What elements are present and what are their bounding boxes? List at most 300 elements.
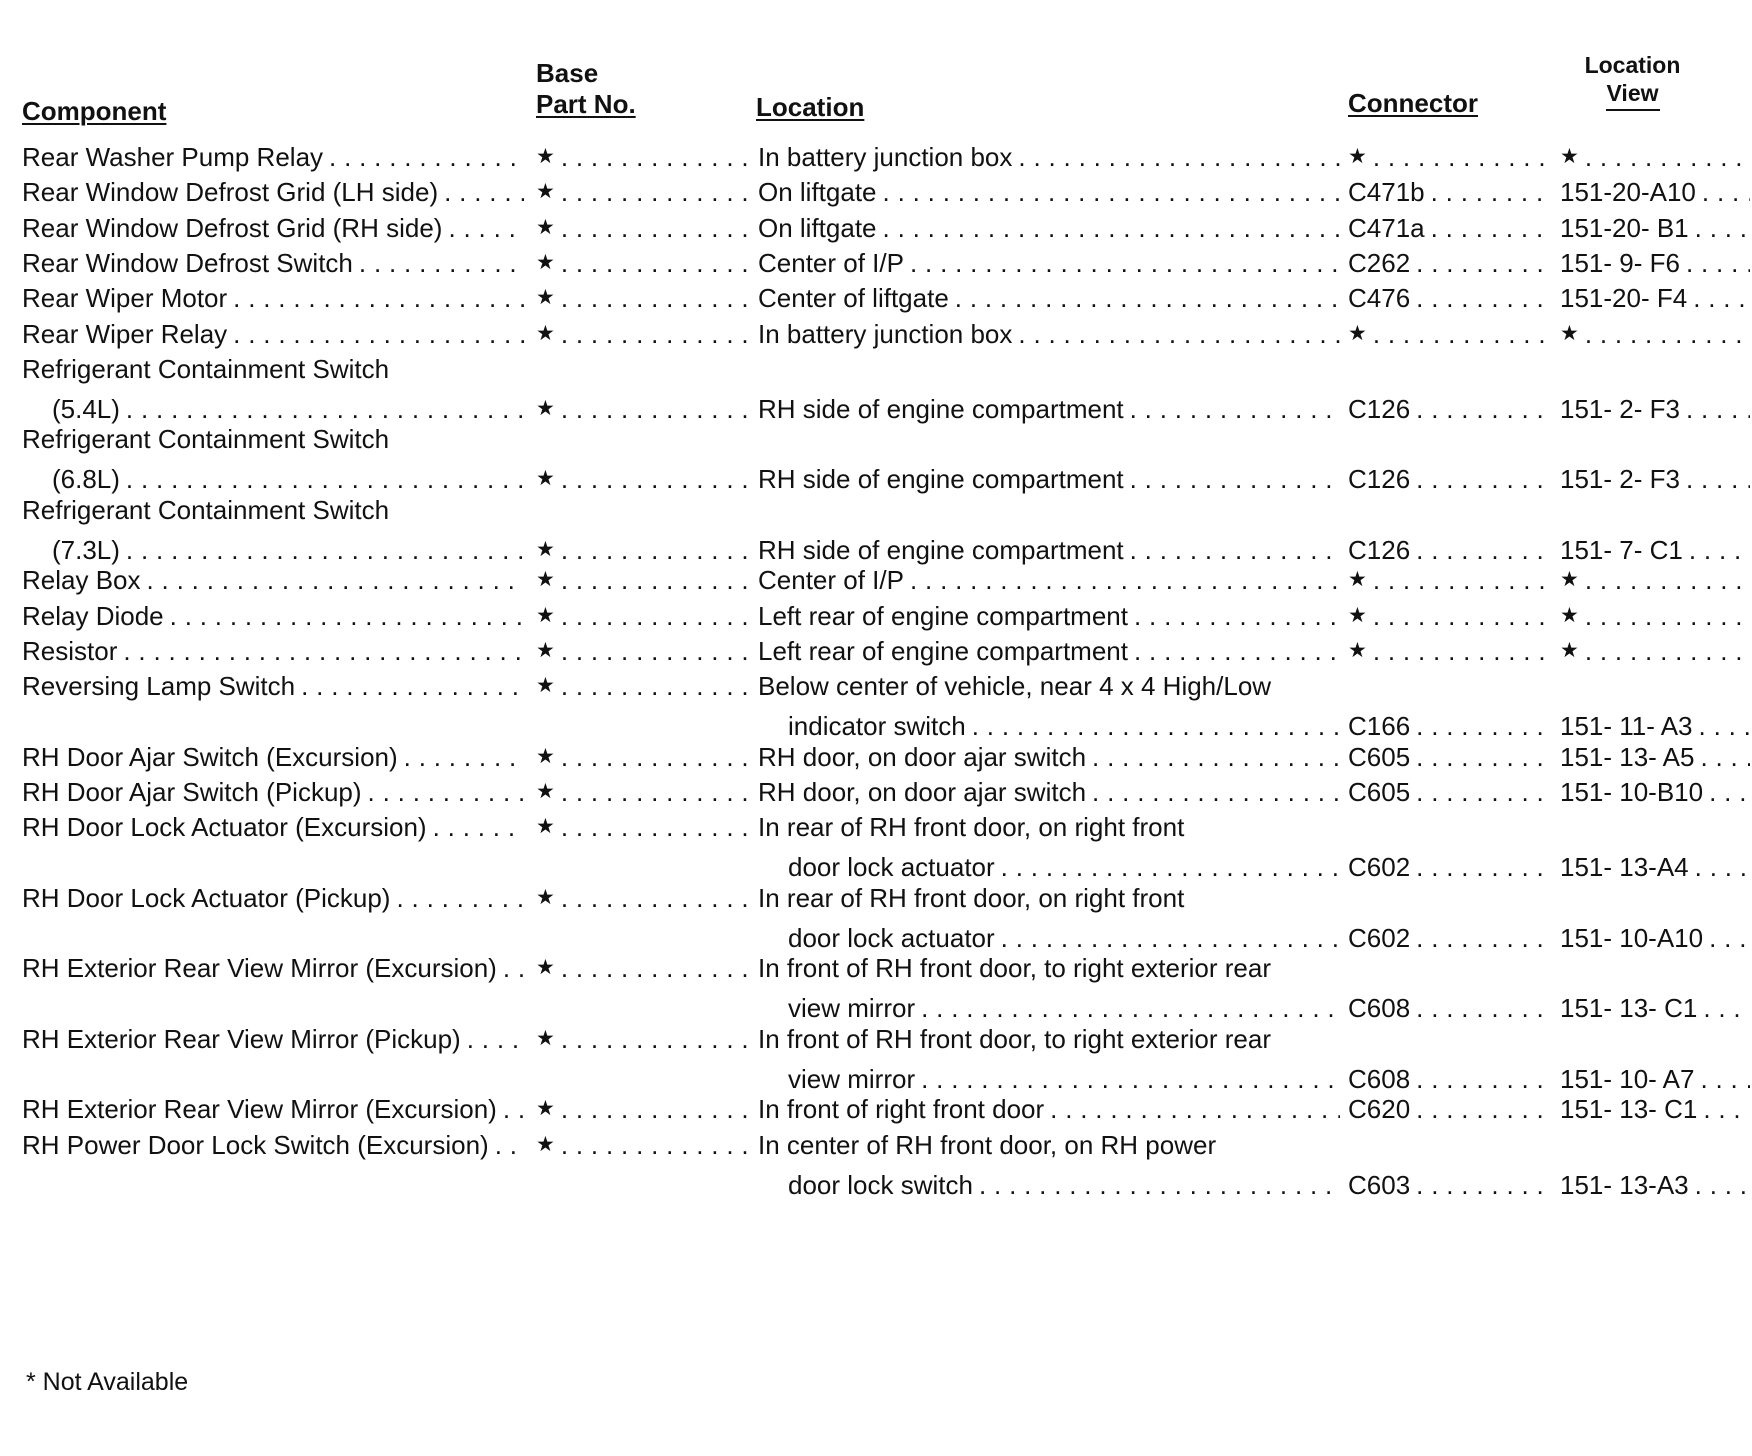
location-cont-text: door lock switch bbox=[788, 1169, 973, 1200]
dot-leader bbox=[1044, 1091, 1340, 1127]
location-view-text: 151- 2- F3 bbox=[1560, 393, 1680, 424]
base-part-no-text: ★ bbox=[536, 638, 555, 662]
dot-leader bbox=[877, 174, 1340, 210]
base-part-no bbox=[536, 461, 750, 497]
dot-leader bbox=[1367, 139, 1552, 175]
component-name-text: RH Door Ajar Switch (Pickup) bbox=[22, 777, 362, 807]
dot-leader bbox=[555, 174, 750, 210]
dot-leader bbox=[1124, 461, 1340, 497]
dot-leader bbox=[555, 739, 750, 775]
connector-text: C603 bbox=[1348, 1169, 1411, 1200]
dot-leader bbox=[1012, 316, 1340, 352]
base-part-no bbox=[536, 139, 750, 175]
component-name bbox=[22, 633, 524, 669]
component-name-text: RH Door Ajar Switch (Excursion) bbox=[22, 741, 398, 772]
location-text: RH side of engine compartment bbox=[758, 534, 1124, 565]
location-text: In center of RH front door, on RH power bbox=[758, 1129, 1217, 1160]
location-view-text: 151- 9- F6 bbox=[1560, 247, 1680, 278]
dot-leader bbox=[1410, 849, 1552, 885]
location bbox=[758, 391, 1340, 427]
connector bbox=[1348, 990, 1552, 1026]
dot-leader bbox=[1410, 774, 1552, 810]
location-view bbox=[1560, 1167, 1750, 1203]
base-part-no-text: ★ bbox=[536, 780, 555, 803]
location-view-text: 151- 13- C1 bbox=[1560, 993, 1698, 1024]
location bbox=[758, 316, 1340, 352]
dot-leader bbox=[555, 668, 750, 704]
base-part-no bbox=[536, 245, 750, 281]
dot-leader bbox=[1579, 139, 1750, 175]
footnote: * Not Available bbox=[26, 1368, 189, 1396]
location-view-text: 151- 13- A5 bbox=[1560, 741, 1695, 772]
location-text: In battery junction box bbox=[758, 318, 1013, 349]
base-part-no bbox=[536, 316, 750, 352]
base-part-no-text: ★ bbox=[536, 885, 555, 909]
location-text: RH door, on door ajar switch bbox=[758, 741, 1087, 772]
dot-leader bbox=[1410, 280, 1552, 316]
dot-leader bbox=[1367, 316, 1552, 352]
connector bbox=[1348, 139, 1552, 175]
component-name-text: RH Exterior Rear View Mirror (Excursion) bbox=[22, 953, 497, 984]
dot-leader bbox=[877, 210, 1340, 246]
connector-text: ★ bbox=[1348, 568, 1367, 592]
base-part-no-text: ★ bbox=[536, 286, 555, 310]
connector bbox=[1348, 1091, 1552, 1127]
location-text: In rear of RH front door, on right front bbox=[758, 882, 1185, 913]
header-location-view-line2: View bbox=[1606, 79, 1659, 106]
component-name bbox=[22, 774, 524, 810]
location-view bbox=[1560, 920, 1750, 956]
dot-leader bbox=[489, 1127, 524, 1163]
base-part-no-text: ★ bbox=[536, 674, 555, 698]
base-part-no bbox=[536, 1021, 750, 1057]
location-view-text: 151- 13-A3 bbox=[1560, 1169, 1689, 1200]
base-part-no-text: ★ bbox=[536, 396, 555, 420]
component-name-text: Rear Window Defrost Grid (LH side) bbox=[22, 177, 439, 208]
dot-leader bbox=[555, 280, 750, 316]
component-name-text: RH Door Lock Actuator (Excursion) bbox=[22, 812, 427, 843]
component-name bbox=[22, 598, 524, 634]
dot-leader bbox=[555, 809, 750, 845]
dot-leader bbox=[1579, 562, 1750, 598]
dot-leader bbox=[1689, 210, 1750, 246]
dot-leader bbox=[1579, 316, 1750, 352]
location bbox=[758, 562, 1340, 598]
location bbox=[758, 245, 1340, 281]
component-name-text: RH Exterior Rear View Mirror (Pickup) bbox=[22, 1023, 461, 1054]
location bbox=[758, 1091, 1340, 1127]
component-name bbox=[22, 210, 524, 246]
location-cont bbox=[788, 1167, 1340, 1203]
base-part-no bbox=[536, 210, 750, 246]
dot-leader bbox=[1687, 280, 1750, 316]
component-name-cont-text: (7.3L) bbox=[52, 534, 120, 565]
dot-leader bbox=[1579, 633, 1750, 669]
dot-leader bbox=[555, 391, 750, 427]
base-part-no bbox=[536, 668, 750, 704]
component-name-text: Rear Window Defrost Switch bbox=[22, 247, 353, 278]
base-part-no bbox=[536, 809, 750, 845]
header-base-part-line1: Base bbox=[536, 58, 599, 88]
base-part-no bbox=[536, 174, 750, 210]
connector-text: C608 bbox=[1348, 993, 1411, 1024]
location bbox=[758, 174, 1340, 210]
header-location-view-line1: Location bbox=[1584, 52, 1681, 78]
dot-leader bbox=[555, 950, 750, 986]
location-view-text: 151- 2- F3 bbox=[1560, 464, 1680, 495]
component-name-text: RH Exterior Rear View Mirror (Excursion) bbox=[22, 1094, 497, 1125]
header-connector: Connector bbox=[1348, 88, 1478, 118]
dot-leader bbox=[227, 280, 524, 316]
base-part-no bbox=[536, 1091, 750, 1127]
location-view bbox=[1560, 739, 1750, 775]
base-part-no-text: ★ bbox=[536, 250, 555, 274]
dot-leader bbox=[1410, 920, 1552, 956]
location bbox=[758, 280, 1340, 316]
dot-leader bbox=[555, 1021, 750, 1057]
connector-text: C126 bbox=[1348, 464, 1411, 495]
connector-text: C166 bbox=[1348, 711, 1411, 742]
component-name bbox=[22, 1091, 524, 1127]
dot-leader bbox=[1579, 598, 1750, 634]
dot-leader bbox=[555, 316, 750, 352]
component-name-text: RH Power Door Lock Switch (Excursion) bbox=[22, 1129, 489, 1160]
component-name-text: Reversing Lamp Switch bbox=[22, 671, 296, 702]
base-part-no bbox=[536, 562, 750, 598]
base-part-no-text: ★ bbox=[536, 1132, 555, 1156]
base-part-no bbox=[536, 1127, 750, 1163]
location-view bbox=[1560, 391, 1750, 427]
dot-leader bbox=[1696, 174, 1750, 210]
component-name-text: Refrigerant Containment Switch bbox=[22, 424, 390, 455]
dot-leader bbox=[555, 1091, 750, 1127]
component-name bbox=[22, 562, 524, 598]
header-location-view-rule bbox=[1606, 109, 1660, 111]
component-name bbox=[22, 316, 524, 352]
location-cont-text: door lock actuator bbox=[788, 922, 995, 953]
dot-leader bbox=[1367, 633, 1552, 669]
dot-leader bbox=[295, 668, 524, 704]
dot-leader bbox=[1680, 245, 1750, 281]
header-component: Component bbox=[22, 96, 167, 126]
dot-leader bbox=[323, 139, 524, 175]
location-view bbox=[1560, 245, 1750, 281]
base-part-no bbox=[536, 598, 750, 634]
base-part-no-text: ★ bbox=[536, 215, 555, 239]
dot-leader bbox=[1086, 774, 1340, 810]
location bbox=[758, 461, 1340, 497]
dot-leader bbox=[1410, 245, 1552, 281]
location bbox=[758, 880, 1340, 916]
location-view-text: 151- 7- C1 bbox=[1560, 534, 1683, 565]
location-view-text: 151-20-A10 bbox=[1560, 177, 1696, 208]
connector-text: C262 bbox=[1348, 247, 1411, 278]
dot-leader bbox=[141, 562, 525, 598]
component-name-cont-text: (6.8L) bbox=[52, 464, 120, 495]
component-name-text: Refrigerant Containment Switch bbox=[22, 353, 390, 384]
location-text: Center of liftgate bbox=[758, 283, 949, 314]
dot-leader bbox=[1425, 174, 1552, 210]
base-part-no-text: ★ bbox=[536, 467, 555, 491]
location-view bbox=[1560, 1091, 1750, 1127]
connector-text: C471a bbox=[1348, 212, 1425, 243]
component-name-text: Relay Diode bbox=[22, 600, 164, 631]
location-text: In front of RH front door, to right exterior rear bbox=[758, 1023, 1272, 1054]
base-part-no bbox=[536, 633, 750, 669]
connector-text: C602 bbox=[1348, 922, 1411, 953]
component-name bbox=[22, 139, 524, 175]
dot-leader bbox=[1086, 739, 1340, 775]
component-name bbox=[22, 492, 524, 528]
dot-leader bbox=[555, 245, 750, 281]
dot-leader bbox=[1703, 774, 1750, 810]
dot-leader bbox=[1703, 920, 1750, 956]
dot-leader bbox=[1694, 739, 1750, 775]
location-view-text: 151- 10-B10 bbox=[1560, 777, 1704, 807]
location-text: On liftgate bbox=[758, 177, 877, 208]
base-part-no-text: ★ bbox=[536, 568, 555, 592]
connector bbox=[1348, 316, 1552, 352]
base-part-no-text: ★ bbox=[536, 1026, 555, 1050]
dot-leader bbox=[1680, 391, 1750, 427]
location-text: Center of I/P bbox=[758, 247, 904, 278]
location-view-text: ★ bbox=[1560, 568, 1579, 592]
connector-text: C471b bbox=[1348, 177, 1425, 208]
component-name bbox=[22, 809, 524, 845]
location-view bbox=[1560, 990, 1750, 1026]
dot-leader bbox=[1410, 1167, 1552, 1203]
dot-leader bbox=[1128, 598, 1340, 634]
location-cont-text: view mirror bbox=[788, 993, 916, 1024]
connector bbox=[1348, 920, 1552, 956]
connector-text: C126 bbox=[1348, 393, 1411, 424]
component-name bbox=[22, 1127, 524, 1163]
location-view-text: 151- 10- A7 bbox=[1560, 1063, 1695, 1094]
dot-leader bbox=[1689, 849, 1750, 885]
component-name-text: Rear Washer Pump Relay bbox=[22, 142, 324, 172]
dot-leader bbox=[362, 774, 524, 810]
component-name bbox=[22, 280, 524, 316]
connector bbox=[1348, 461, 1552, 497]
location-view bbox=[1560, 316, 1750, 352]
location-view-text: ★ bbox=[1560, 603, 1579, 627]
connector-text: C620 bbox=[1348, 1094, 1411, 1125]
dot-leader bbox=[555, 1127, 750, 1163]
location bbox=[758, 809, 1340, 845]
base-part-no-text: ★ bbox=[536, 321, 555, 345]
connector bbox=[1348, 562, 1552, 598]
component-name bbox=[22, 739, 524, 775]
dot-leader bbox=[555, 139, 750, 175]
dot-leader bbox=[904, 245, 1340, 281]
component-name bbox=[22, 351, 524, 387]
dot-leader bbox=[1410, 1091, 1552, 1127]
connector bbox=[1348, 391, 1552, 427]
dot-leader bbox=[1367, 562, 1552, 598]
location-view bbox=[1560, 562, 1750, 598]
location-text: In front of RH front door, to right exterior rear bbox=[758, 953, 1272, 984]
base-part-no-text: ★ bbox=[536, 815, 555, 839]
dot-leader bbox=[973, 1167, 1340, 1203]
location-view bbox=[1560, 849, 1750, 885]
dot-leader bbox=[164, 598, 524, 634]
location-view-text: 151-20- B1 bbox=[1560, 212, 1689, 243]
location-view-text: 151-20- F4 bbox=[1560, 283, 1688, 314]
connector bbox=[1348, 633, 1552, 669]
location bbox=[758, 668, 1340, 704]
connector bbox=[1348, 774, 1552, 810]
connector bbox=[1348, 849, 1552, 885]
location-view bbox=[1560, 774, 1750, 810]
dot-leader bbox=[1410, 990, 1552, 1026]
dot-leader bbox=[555, 562, 750, 598]
connector-text: ★ bbox=[1348, 321, 1367, 345]
component-name-text: Resistor bbox=[22, 635, 118, 666]
location-view-text: ★ bbox=[1560, 638, 1579, 662]
location-text: Left rear of engine compartment bbox=[758, 600, 1128, 631]
base-part-no-text: ★ bbox=[536, 1097, 555, 1121]
base-part-no-text: ★ bbox=[536, 145, 555, 168]
dot-leader bbox=[555, 774, 750, 810]
component-name-cont-text: (5.4L) bbox=[52, 393, 120, 424]
component-name-text: Rear Window Defrost Grid (RH side) bbox=[22, 212, 443, 243]
dot-leader bbox=[117, 633, 524, 669]
connector-text: ★ bbox=[1348, 603, 1367, 627]
location-view-text: 151- 10-A10 bbox=[1560, 922, 1704, 953]
base-part-no bbox=[536, 280, 750, 316]
base-part-no-text: ★ bbox=[536, 956, 555, 980]
connector bbox=[1348, 739, 1552, 775]
dot-leader bbox=[555, 461, 750, 497]
component-name-text: Refrigerant Containment Switch bbox=[22, 494, 390, 525]
location bbox=[758, 1021, 1340, 1057]
connector-text: C126 bbox=[1348, 534, 1411, 565]
base-part-no bbox=[536, 880, 750, 916]
dot-leader bbox=[390, 880, 524, 916]
dot-leader bbox=[1410, 461, 1552, 497]
location bbox=[758, 210, 1340, 246]
location-view-text: 151- 13-A4 bbox=[1560, 852, 1689, 883]
location-text: Left rear of engine compartment bbox=[758, 635, 1128, 666]
base-part-no-text: ★ bbox=[536, 603, 555, 627]
component-name bbox=[22, 245, 524, 281]
location bbox=[758, 139, 1340, 175]
base-part-no-text: ★ bbox=[536, 744, 555, 768]
dot-leader bbox=[1425, 210, 1552, 246]
base-part-no-text: ★ bbox=[536, 180, 555, 204]
location-view-text: ★ bbox=[1560, 321, 1579, 345]
location-view bbox=[1560, 461, 1750, 497]
dot-leader bbox=[555, 633, 750, 669]
location-view bbox=[1560, 633, 1750, 669]
location bbox=[758, 950, 1340, 986]
dot-leader bbox=[461, 1021, 524, 1057]
connector bbox=[1348, 174, 1552, 210]
dot-leader bbox=[1367, 598, 1552, 634]
connector bbox=[1348, 598, 1552, 634]
dot-leader bbox=[1410, 739, 1552, 775]
location-view bbox=[1560, 139, 1750, 175]
dot-leader bbox=[1128, 633, 1340, 669]
base-part-no bbox=[536, 950, 750, 986]
connector-text: ★ bbox=[1348, 145, 1367, 168]
component-name bbox=[22, 1021, 524, 1057]
connector-text: C476 bbox=[1348, 283, 1411, 314]
connector-text: ★ bbox=[1348, 638, 1367, 662]
connector bbox=[1348, 280, 1552, 316]
base-part-no bbox=[536, 774, 750, 810]
location-view bbox=[1560, 174, 1750, 210]
base-part-no bbox=[536, 391, 750, 427]
component-name-text: Relay Box bbox=[22, 565, 141, 596]
location-text: RH door, on door ajar switch bbox=[758, 777, 1087, 807]
component-name bbox=[22, 880, 524, 916]
location-text: In rear of RH front door, on right front bbox=[758, 812, 1185, 843]
dot-leader bbox=[949, 280, 1340, 316]
location-view bbox=[1560, 210, 1750, 246]
dot-leader bbox=[398, 739, 524, 775]
location bbox=[758, 774, 1340, 810]
location-text: RH side of engine compartment bbox=[758, 393, 1124, 424]
component-name bbox=[22, 174, 524, 210]
location-view-text: ★ bbox=[1560, 145, 1579, 168]
base-part-no-text: ★ bbox=[536, 537, 555, 561]
location-text: On liftgate bbox=[758, 212, 877, 243]
dot-leader bbox=[1697, 1091, 1750, 1127]
location-view bbox=[1560, 280, 1750, 316]
connector bbox=[1348, 210, 1552, 246]
location-cont-text: view mirror bbox=[788, 1063, 916, 1094]
header-base-part-no bbox=[536, 58, 636, 120]
location-view-text: 151- 13- C1 bbox=[1560, 1094, 1698, 1125]
location-text: Below center of vehicle, near 4 x 4 High/Low bbox=[758, 671, 1272, 702]
dot-leader bbox=[904, 562, 1340, 598]
dot-leader bbox=[442, 210, 524, 246]
base-part-no bbox=[536, 739, 750, 775]
connector-text: C605 bbox=[1348, 777, 1411, 807]
dot-leader bbox=[353, 245, 524, 281]
location-view bbox=[1560, 598, 1750, 634]
header-base-part-line2: Part No. bbox=[536, 89, 636, 120]
location-text: In front of right front door bbox=[758, 1094, 1045, 1125]
connector bbox=[1348, 245, 1552, 281]
location bbox=[758, 633, 1340, 669]
dot-leader bbox=[438, 174, 524, 210]
connector bbox=[1348, 1167, 1552, 1203]
connector-text: C608 bbox=[1348, 1063, 1411, 1094]
location-text: RH side of engine compartment bbox=[758, 464, 1124, 495]
dot-leader bbox=[555, 598, 750, 634]
location-view-text: 151- 11- A3 bbox=[1560, 711, 1693, 742]
location bbox=[758, 598, 1340, 634]
dot-leader bbox=[427, 809, 524, 845]
location-text: Center of I/P bbox=[758, 565, 904, 596]
dot-leader bbox=[497, 950, 524, 986]
dot-leader bbox=[1124, 391, 1340, 427]
component-name-text: Rear Wiper Motor bbox=[22, 283, 228, 314]
component-name-text: Rear Wiper Relay bbox=[22, 318, 228, 349]
dot-leader bbox=[1689, 1167, 1750, 1203]
location-text: In battery junction box bbox=[758, 142, 1013, 172]
location-cont-text: door lock actuator bbox=[788, 852, 995, 883]
dot-leader bbox=[1697, 990, 1750, 1026]
dot-leader bbox=[1012, 139, 1340, 175]
component-name-text: RH Door Lock Actuator (Pickup) bbox=[22, 882, 391, 913]
location-cont-text: indicator switch bbox=[788, 711, 966, 742]
connector-text: C605 bbox=[1348, 741, 1411, 772]
header-location-view bbox=[1560, 52, 1705, 111]
dot-leader bbox=[555, 880, 750, 916]
